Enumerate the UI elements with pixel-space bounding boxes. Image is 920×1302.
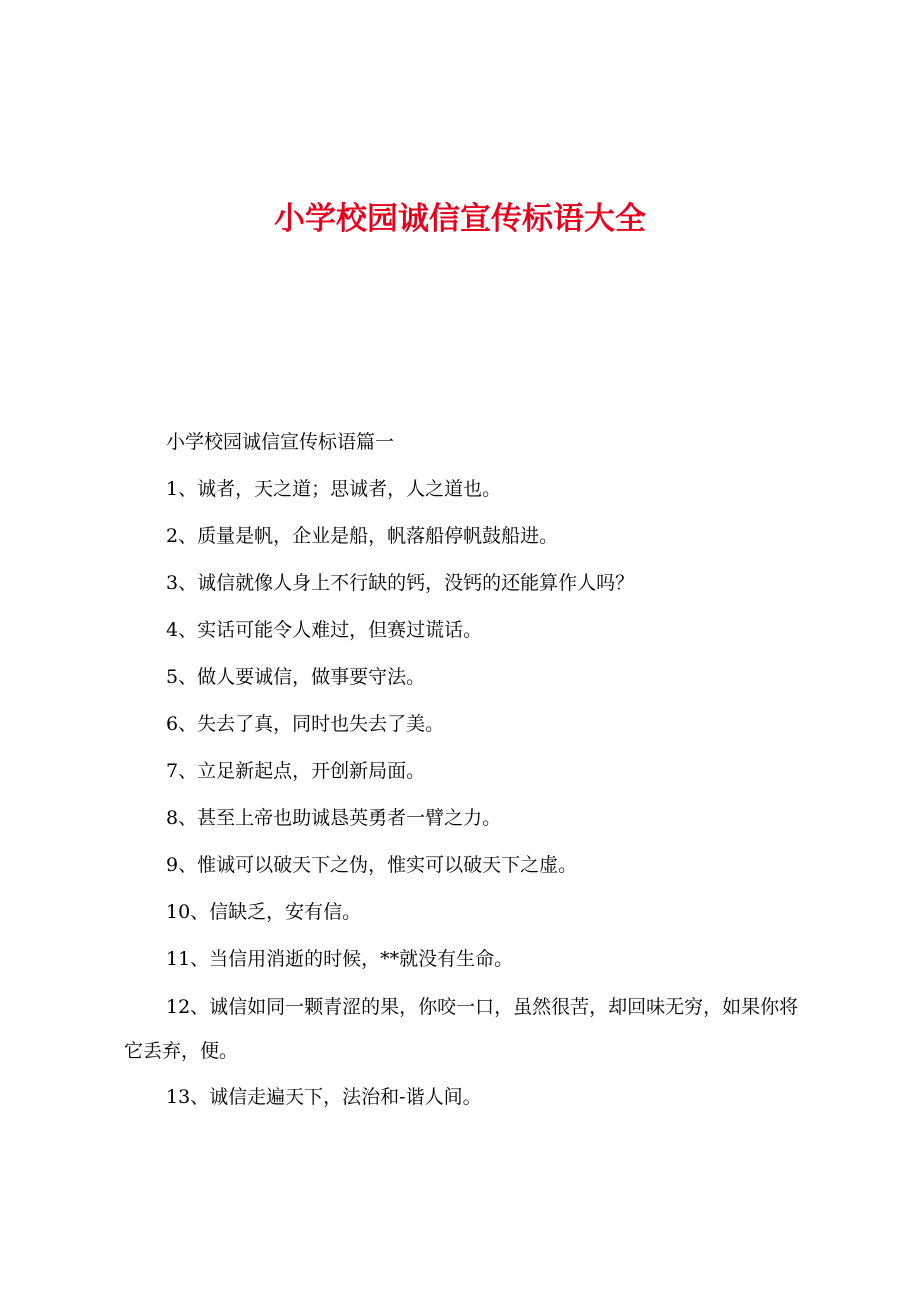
list-item: 1、诚者，天之道；思诚者，人之道也。 xyxy=(166,478,502,500)
list-item: 13、诚信走遍天下，法治和-谐人间。 xyxy=(166,1086,482,1108)
list-item: 7、立足新起点，开创新局面。 xyxy=(166,760,426,782)
list-item: 8、甚至上帝也助诚恳英勇者一臂之力。 xyxy=(166,807,502,829)
list-item: 3、诚信就像人身上不行缺的钙，没钙的还能算作人吗？ xyxy=(166,572,635,594)
list-item: 5、做人要诚信，做事要守法。 xyxy=(166,666,426,688)
list-item: 11、当信用消逝的时候，**就没有生命。 xyxy=(166,948,514,970)
list-item: 9、惟诚可以破天下之伪，惟实可以破天下之虚。 xyxy=(166,854,578,876)
list-item: 2、质量是帆，企业是船，帆落船停帆鼓船进。 xyxy=(166,525,559,547)
document-body xyxy=(124,419,808,1121)
list-item: 6、失去了真，同时也失去了美。 xyxy=(166,713,445,735)
list-item: 4、实话可能令人难过，但赛过谎话。 xyxy=(166,619,483,641)
list-item: 12、诚信如同一颗青涩的果，你咬一口，虽然很苦，却回味无穷，如果你将它丢弃，便。 xyxy=(124,996,799,1062)
list-item: 10、信缺乏，安有信。 xyxy=(166,901,362,923)
document-title: 小学校园诚信宣传标语大全 xyxy=(274,201,646,237)
section-heading: 小学校园诚信宣传标语篇一 xyxy=(166,431,395,453)
